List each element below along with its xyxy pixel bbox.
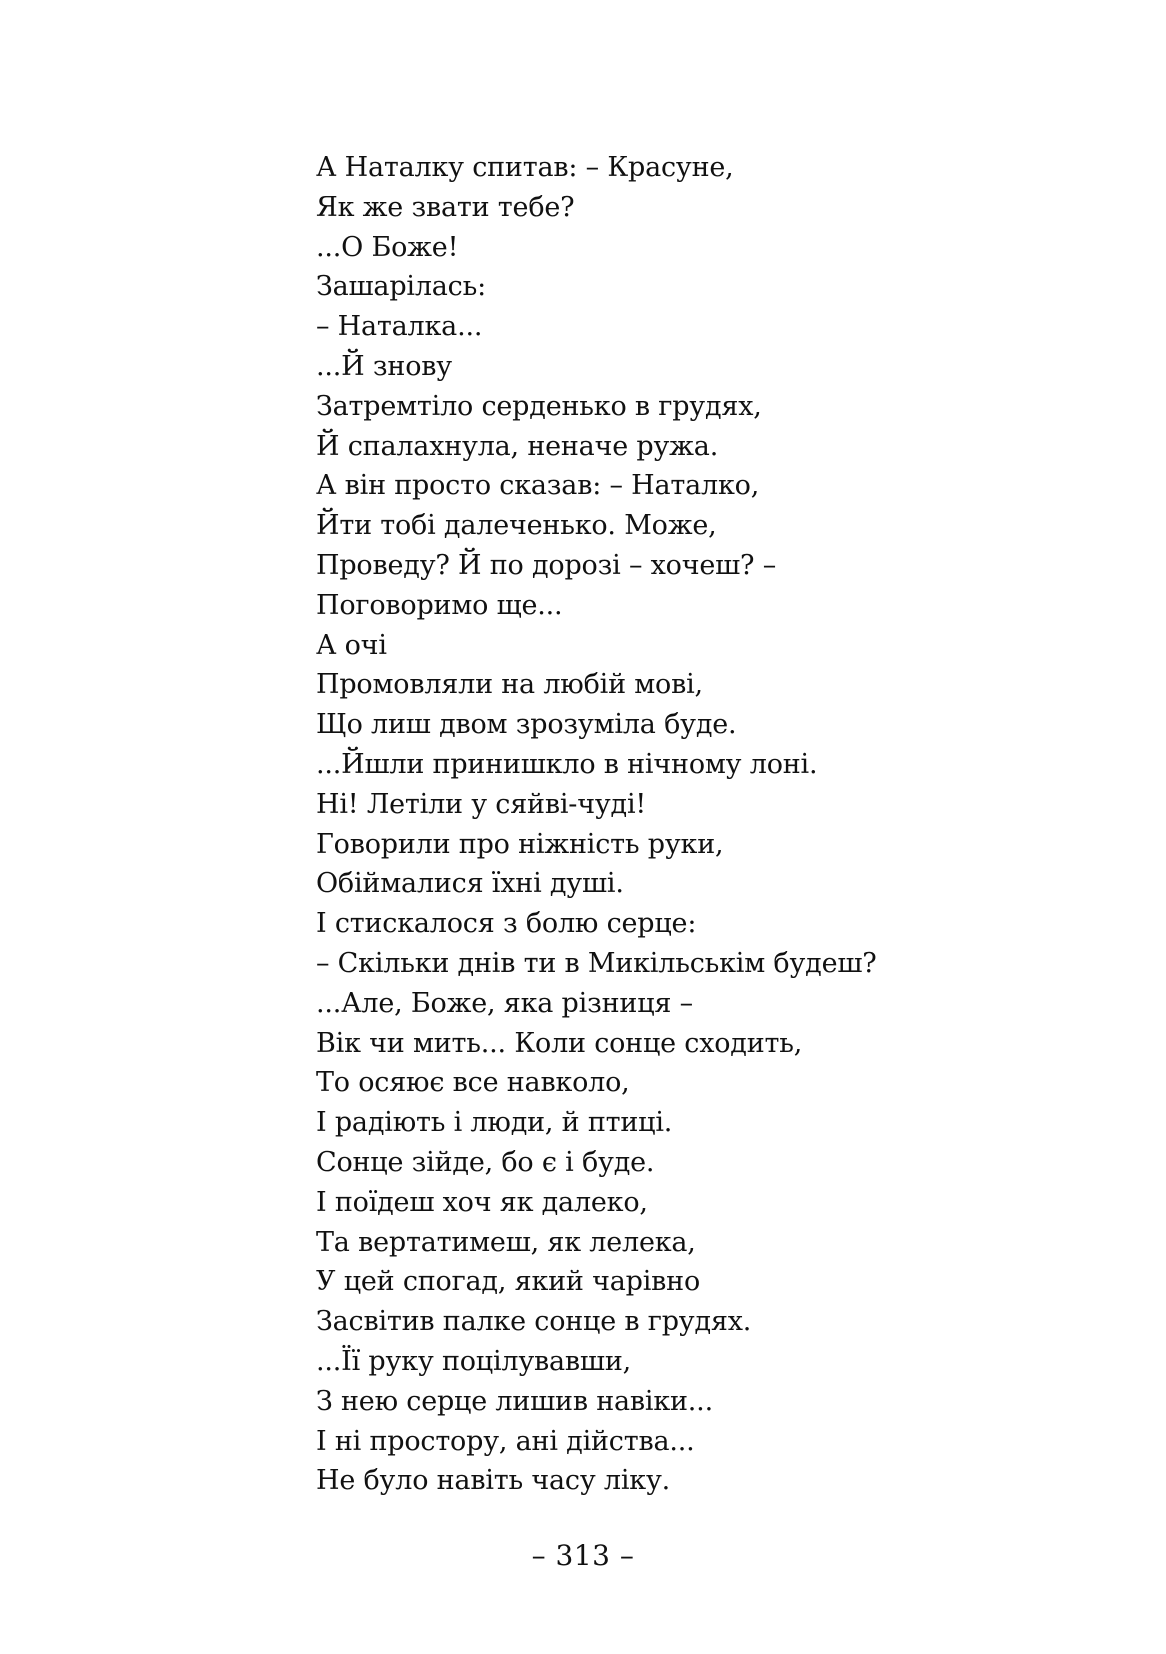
poem-line: Засвітив палке сонце в грудях. (316, 1306, 752, 1338)
poem-line: Та вертатимеш, як лелека, (316, 1226, 696, 1258)
poem-line: Сонце зійде, бо є і буде. (316, 1146, 655, 1178)
poem-line: Вік чи мить... Коли сонце сходить, (316, 1027, 803, 1059)
poem-line: У цей спогад, який чарівно (316, 1266, 701, 1298)
poem-line: То осяює все навколо, (316, 1067, 630, 1099)
poem-line: І поїдеш хоч як далеко, (316, 1186, 648, 1218)
poem-line: ...Й знову (316, 350, 452, 382)
poem-line: Що лиш двом зрозуміла буде. (316, 709, 737, 741)
page-number: – 313 – (531, 1539, 635, 1572)
poem-line: А він просто сказав: – Наталко, (316, 470, 760, 502)
poem-line: Як же звати тебе? (316, 191, 575, 223)
poem-line: ...О Боже! (316, 231, 459, 263)
poem-line: – Скільки днів ти в Микільськім будеш? (316, 947, 877, 979)
poem-line: Не було навіть часу ліку. (316, 1465, 671, 1497)
poem-line: Й спалахнула, неначе ружа. (316, 430, 719, 462)
poem-line: – Наталка... (316, 311, 483, 343)
poem-text (316, 148, 877, 1501)
poem-line: Йти тобі далеченько. Може, (316, 510, 717, 542)
poem-line: Говорили про ніжність руки, (316, 828, 724, 860)
poem-line: І ні простору, ані дійства... (316, 1425, 695, 1457)
poem-line: Затремтіло серденько в грудях, (316, 390, 762, 422)
poem-line: ...Її руку поцілувавши, (316, 1345, 632, 1377)
poem-line: Ні! Летіли у сяйві-чуді! (316, 788, 647, 820)
poem-line: Промовляли на любій мові, (316, 669, 703, 701)
poem-line: І радіють і люди, й птиці. (316, 1107, 673, 1139)
poem-line: Проведу? Й по дорозі – хочеш? – (316, 549, 777, 581)
poem-line: Зашарілась: (316, 271, 487, 303)
poem-line: Поговоримо ще... (316, 589, 563, 621)
poem-line: І стискалося з болю серце: (316, 908, 697, 940)
poem-line: ...Йшли принишкло в нічному лоні. (316, 748, 818, 780)
poem-line: А очі (316, 629, 387, 661)
poem-line: А Наталку спитав: – Красуне, (316, 152, 734, 183)
poem-line: ...Але, Боже, яка різниця – (316, 987, 693, 1019)
poem-line: З нею серце лишив навіки... (316, 1385, 713, 1417)
poem-line: Обіймалися їхні душі. (316, 868, 624, 900)
